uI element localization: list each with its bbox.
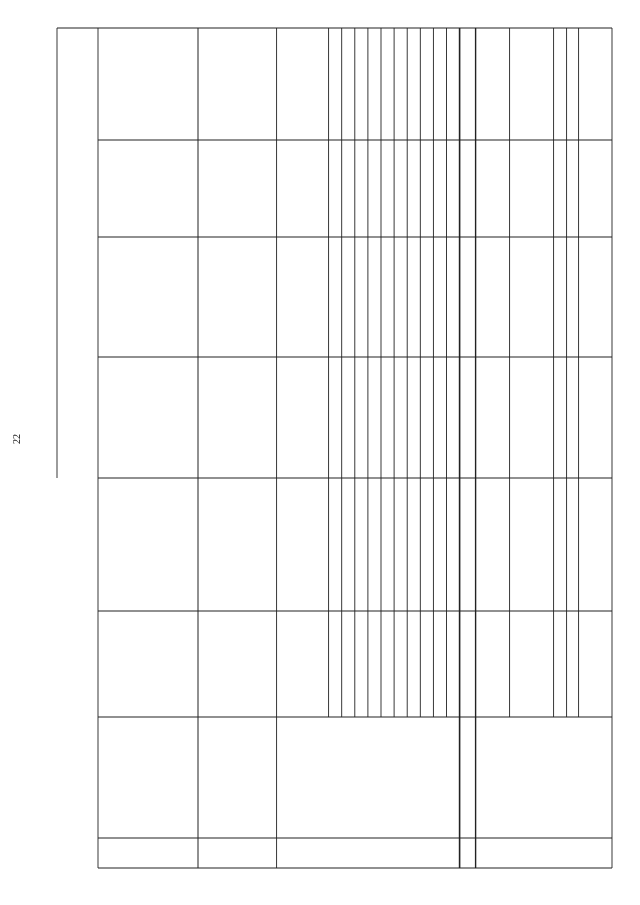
page-number: 22 [12, 434, 23, 444]
